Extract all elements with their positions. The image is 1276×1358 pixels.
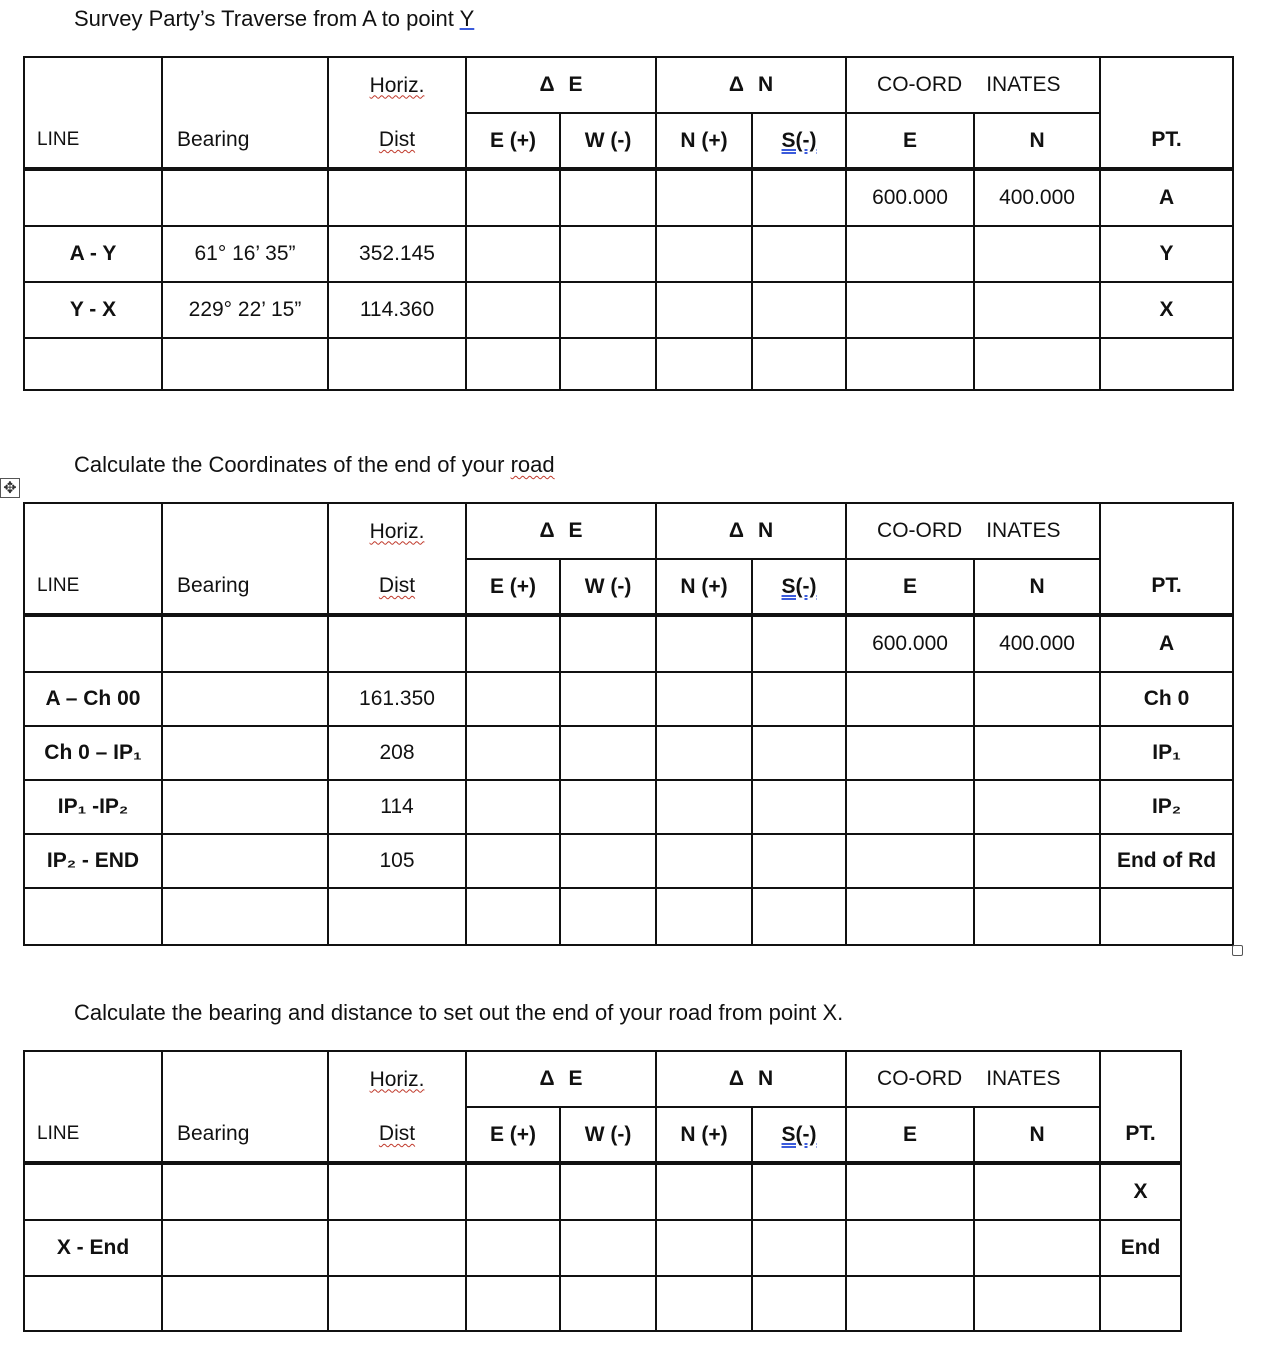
- bearing-header: Bearing: [162, 559, 328, 615]
- setout-heading: Calculate the bearing and distance to set out the end of your road from point X.: [74, 1000, 844, 1025]
- coordinates-heading: Calculate the Coordinates of the end of your road: [74, 452, 555, 477]
- pt-cell: IP₁: [1100, 726, 1233, 780]
- dist-cell: 114: [328, 780, 466, 834]
- coord-n-cell: 400.000: [974, 615, 1100, 672]
- table-row: [24, 726, 1233, 780]
- coord-e-cell: 600.000: [846, 615, 974, 672]
- coordinates-header: CO-ORD INATES: [846, 1051, 1100, 1107]
- table-row: [24, 1163, 1181, 1220]
- s-minus-header: S(-): [752, 113, 846, 169]
- pt-header: PT.: [1100, 559, 1233, 615]
- pt-cell: End: [1100, 1220, 1181, 1276]
- delta-e-header: Δ E: [466, 1051, 656, 1107]
- traverse-table: [23, 56, 1234, 391]
- coord-e-header: E: [846, 1107, 974, 1163]
- dist-header: Dist: [328, 1107, 466, 1163]
- dist-cell: 208: [328, 726, 466, 780]
- line-cell: A - Y: [24, 226, 162, 282]
- line-cell: A – Ch 00: [24, 672, 162, 726]
- s-minus-header: S(-): [752, 559, 846, 615]
- bearing-cell: 229° 22’ 15”: [162, 282, 328, 338]
- line-cell: IP₂ - END: [24, 834, 162, 888]
- table-resize-handle[interactable]: [1232, 945, 1243, 956]
- n-plus-header: N (+): [656, 559, 752, 615]
- coord-e-header: E: [846, 559, 974, 615]
- delta-e-header: Δ E: [466, 57, 656, 113]
- coord-n-header: N: [974, 1107, 1100, 1163]
- pt-header: PT.: [1100, 1107, 1181, 1163]
- dist-cell: 161.350: [328, 672, 466, 726]
- line-header: LINE: [24, 1107, 162, 1163]
- pt-cell: IP₂: [1100, 780, 1233, 834]
- coordinates-header: CO-ORD INATES: [846, 503, 1100, 559]
- table-row: [24, 282, 1233, 338]
- pt-cell: X: [1100, 282, 1233, 338]
- table-row: [24, 888, 1233, 945]
- table-row: [24, 672, 1233, 726]
- road-coordinates-table: [23, 502, 1234, 946]
- table-row: [24, 1276, 1181, 1331]
- dist-cell: 114.360: [328, 282, 466, 338]
- dist-cell: 352.145: [328, 226, 466, 282]
- e-plus-header: E (+): [466, 1107, 560, 1163]
- delta-n-header: Δ N: [656, 57, 846, 113]
- coord-e-header: E: [846, 113, 974, 169]
- line-cell: Ch 0 – IP₁: [24, 726, 162, 780]
- horiz-header: Horiz.: [328, 57, 466, 113]
- table-row: [24, 338, 1233, 390]
- table-row: [24, 780, 1233, 834]
- line-header: LINE: [24, 113, 162, 169]
- pt-cell: A: [1100, 615, 1233, 672]
- w-minus-header: W (-): [560, 113, 656, 169]
- table-row: [24, 169, 1233, 226]
- line-cell: X - End: [24, 1220, 162, 1276]
- table-move-icon[interactable]: ✥: [0, 478, 20, 498]
- pt-header: PT.: [1100, 113, 1233, 169]
- setout-table: [23, 1050, 1182, 1332]
- s-minus-header: S(-): [752, 1107, 846, 1163]
- table-row: [24, 1220, 1181, 1276]
- dist-cell: 105: [328, 834, 466, 888]
- horiz-header: Horiz.: [328, 1051, 466, 1107]
- line-header: LINE: [24, 559, 162, 615]
- e-plus-header: E (+): [466, 113, 560, 169]
- coordinates-header: CO-ORD INATES: [846, 57, 1100, 113]
- coord-n-header: N: [974, 113, 1100, 169]
- pt-cell: A: [1100, 169, 1233, 226]
- table-row: [24, 615, 1233, 672]
- pt-cell: Ch 0: [1100, 672, 1233, 726]
- pt-cell: Y: [1100, 226, 1233, 282]
- bearing-header: Bearing: [162, 113, 328, 169]
- dist-header: Dist: [328, 559, 466, 615]
- e-plus-header: E (+): [466, 559, 560, 615]
- horiz-header: Horiz.: [328, 503, 466, 559]
- pt-cell: End of Rd: [1100, 834, 1233, 888]
- pt-cell: X: [1100, 1163, 1181, 1220]
- n-plus-header: N (+): [656, 113, 752, 169]
- traverse-heading: Survey Party’s Traverse from A to point Y: [74, 6, 475, 31]
- coord-e-cell: 600.000: [846, 169, 974, 226]
- n-plus-header: N (+): [656, 1107, 752, 1163]
- line-cell: IP₁ -IP₂: [24, 780, 162, 834]
- w-minus-header: W (-): [560, 559, 656, 615]
- delta-n-header: Δ N: [656, 1051, 846, 1107]
- delta-e-header: Δ E: [466, 503, 656, 559]
- table-row: [24, 226, 1233, 282]
- table-row: [24, 834, 1233, 888]
- coord-n-cell: 400.000: [974, 169, 1100, 226]
- dist-header: Dist: [328, 113, 466, 169]
- bearing-cell: 61° 16’ 35”: [162, 226, 328, 282]
- delta-n-header: Δ N: [656, 503, 846, 559]
- coord-n-header: N: [974, 559, 1100, 615]
- line-cell: Y - X: [24, 282, 162, 338]
- bearing-header: Bearing: [162, 1107, 328, 1163]
- w-minus-header: W (-): [560, 1107, 656, 1163]
